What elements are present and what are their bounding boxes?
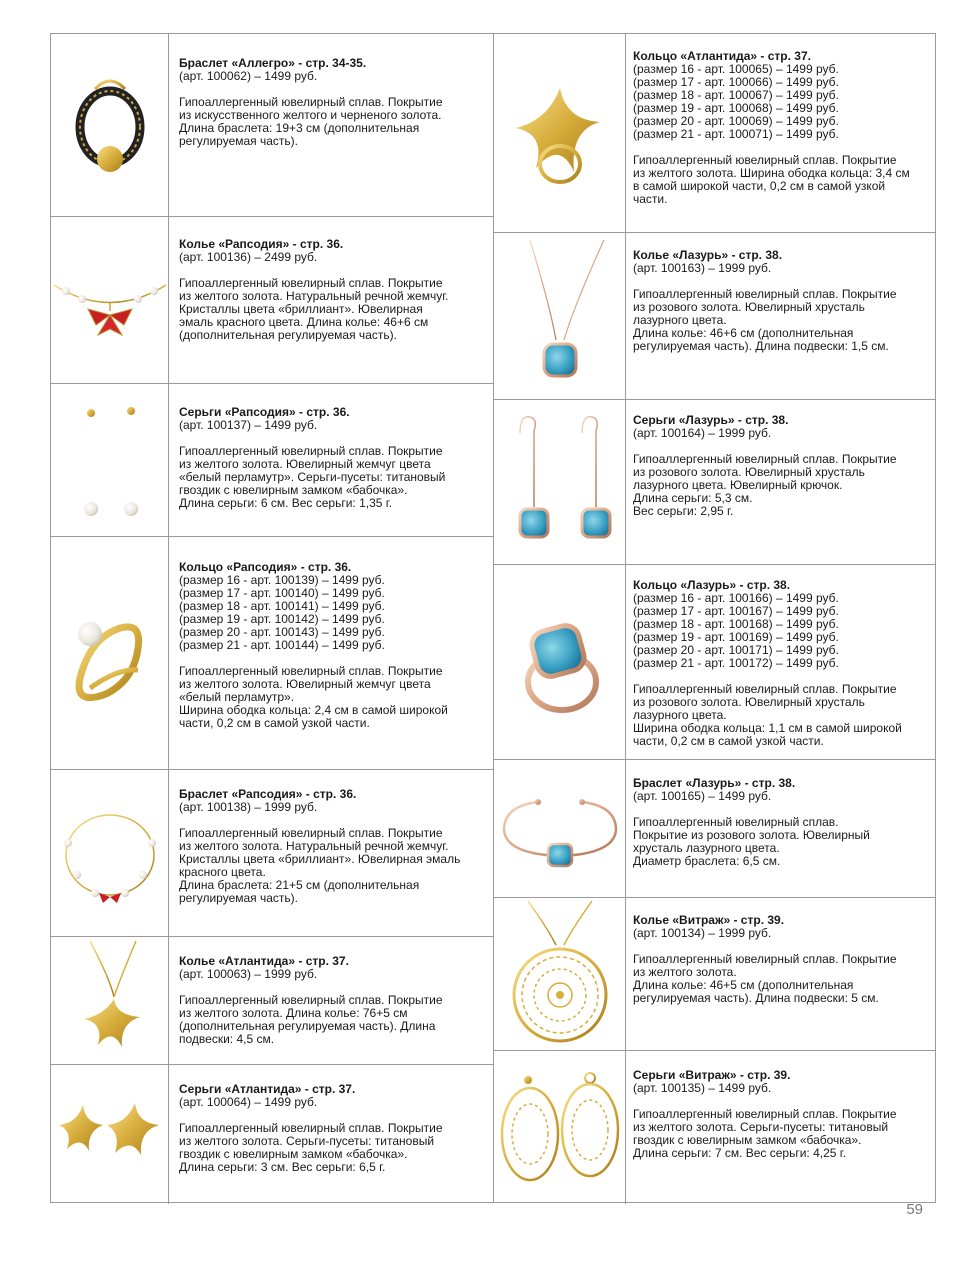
product-cell: [494, 897, 935, 1050]
product-article: (арт. 100137) – 1499 руб.: [179, 418, 318, 432]
product-article: (размер 16 - арт. 100166) – 1499 руб.: [633, 591, 839, 605]
bracelet-rhapsody-image: [51, 770, 169, 936]
product-article: (арт. 100165) – 1499 руб.: [633, 789, 772, 803]
ring-rhapsody-image: [51, 537, 169, 769]
product-article: (размер 19 - арт. 100142) – 1499 руб.: [179, 612, 385, 626]
product-article: (размер 17 - арт. 100066) – 1499 руб.: [633, 75, 839, 89]
page-number: 59: [906, 1201, 923, 1218]
catalog-grid: [50, 33, 936, 1203]
product-description: Гипоаллергенный ювелирный сплав. Покрытие из желтого золота. Длина колье: 46+5 см (дополнительная регулируемая часть). Длина подвески: 5 см.: [633, 952, 897, 1005]
product-cell: [494, 1050, 935, 1204]
product-description: Гипоаллергенный ювелирный сплав. Покрытие из желтого золота. Натуральный речной жемчуг. Кристаллы цвета «бриллиант». Ювелирная эмаль красного цвета. Длина браслета: 21+5 см (дополнительная регулируемая часть).: [179, 826, 461, 905]
product-cell: [51, 383, 493, 536]
product-cell: [494, 232, 935, 399]
product-title: Браслет «Аллегро» - стр. 34-35.: [179, 56, 367, 70]
product-article: (размер 18 - арт. 100141) – 1499 руб.: [179, 599, 385, 613]
bracelet-allegro-image: [51, 34, 169, 216]
product-title: Серьги «Витраж» - стр. 39.: [633, 1068, 791, 1082]
product-article: (размер 19 - арт. 100169) – 1499 руб.: [633, 630, 839, 644]
product-article: (размер 18 - арт. 100067) – 1499 руб.: [633, 88, 839, 102]
product-description: Гипоаллергенный ювелирный сплав. Покрытие из желтого золота. Натуральный речной жемчуг. Кристаллы цвета «бриллиант». Ювелирная эмаль красного цвета. Длина колье: 46+6 см (дополнительная регулируемая часть).: [179, 276, 449, 342]
product-article: (арт. 100062) – 1499 руб.: [179, 69, 318, 83]
product-article: (размер 16 - арт. 100139) – 1499 руб.: [179, 573, 385, 587]
product-description: Гипоаллергенный ювелирный сплав. Покрытие из розового золота. Ювелирный хрусталь лазурного цвета. Длина колье: 46+6 см (дополнительная регулируемая часть). Длина подвески: 1,5 см.: [633, 287, 897, 353]
product-article: (арт. 100064) – 1499 руб.: [179, 1095, 318, 1109]
product-article: (размер 17 - арт. 100167) – 1499 руб.: [633, 604, 839, 618]
product-article: (размер 19 - арт. 100068) – 1499 руб.: [633, 101, 839, 115]
product-description: Гипоаллергенный ювелирный сплав. Покрытие из розового золота. Ювелирный хрусталь лазурного цвета. Ювелирный крючок. Длина серьги: 5,3 см. Вес серьги: 2,95 г.: [633, 452, 897, 518]
product-title: Серьги «Атлантида» - стр. 37.: [179, 1082, 356, 1096]
product-description: Гипоаллергенный ювелирный сплав. Покрытие из розового золота. Ювелирный хрусталь лазурного цвета. Ширина ободка кольца: 1,1 см в самой широкой части, 0,2 см в самой узкой части.: [633, 682, 902, 748]
earrings-vitrazh-image: [494, 1051, 626, 1204]
product-description: Гипоаллергенный ювелирный сплав. Покрытие из желтого золота. Ювелирный жемчуг цвета «белый перламутр». Серьги-пусеты: титановый гвоздик с ювелирным замком «бабочка». Длина серьги: 6 см. Вес серьги: 1,35 г.: [179, 444, 446, 510]
necklace-atlantis-image: [51, 937, 169, 1064]
product-description: Гипоаллергенный ювелирный сплав. Покрытие из желтого золота. Серьги-пусеты: титановый гвоздик с ювелирным замком «бабочка». Длина серьги: 7 см. Вес серьги: 4,25 г.: [633, 1107, 897, 1160]
earrings-lazur-image: [494, 400, 626, 564]
product-description: Гипоаллергенный ювелирный сплав. Покрытие из искусственного желтого и черненого золота. Длина браслета: 19+3 см (дополнительная регулируемая часть).: [179, 95, 443, 148]
product-article: (арт. 100135) – 1499 руб.: [633, 1081, 772, 1095]
product-title: Браслет «Рапсодия» - стр. 36.: [179, 787, 357, 801]
product-cell: [51, 1064, 493, 1204]
product-title: Кольцо «Лазурь» - стр. 38.: [633, 578, 791, 592]
product-cell: [494, 399, 935, 564]
product-cell: [494, 759, 935, 897]
necklace-rhapsody-image: [51, 217, 169, 383]
necklace-vitrazh-image: [494, 898, 626, 1050]
product-cell: [51, 536, 493, 769]
product-title: Серьги «Лазурь» - стр. 38.: [633, 413, 789, 427]
product-article: (арт. 100134) – 1999 руб.: [633, 926, 772, 940]
product-title: Кольцо «Рапсодия» - стр. 36.: [179, 560, 352, 574]
earrings-rhapsody-image: [51, 384, 169, 536]
product-article: (арт. 100138) – 1999 руб.: [179, 800, 318, 814]
product-article: (размер 18 - арт. 100168) – 1499 руб.: [633, 617, 839, 631]
product-cell: [51, 769, 493, 936]
product-description: Гипоаллергенный ювелирный сплав. Покрытие из желтого золота. Длина колье: 76+5 см (дополнительная регулируемая часть). Длина подвески: 4,5 см.: [179, 993, 443, 1046]
ring-lazur-image: [494, 565, 626, 759]
product-article: (размер 20 - арт. 100069) – 1499 руб.: [633, 114, 839, 128]
product-cell: [494, 34, 935, 232]
product-title: Колье «Лазурь» - стр. 38.: [633, 248, 783, 262]
product-article: (размер 20 - арт. 100171) – 1499 руб.: [633, 643, 839, 657]
product-cell: [51, 34, 493, 216]
ring-atlantis-image: [494, 34, 626, 232]
product-description: Гипоаллергенный ювелирный сплав. Покрытие из розового золота. Ювелирный хрусталь лазурного цвета. Диаметр браслета: 6,5 см.: [633, 815, 870, 868]
product-cell: [51, 216, 493, 383]
product-description: Гипоаллергенный ювелирный сплав. Покрытие из желтого золота. Серьги-пусеты: титановый гвоздик с ювелирным замком «бабочка». Длина серьги: 3 см. Вес серьги: 6,5 г.: [179, 1121, 443, 1174]
earrings-atlantis-image: [51, 1065, 169, 1204]
right-column: [493, 33, 936, 1203]
product-title: Колье «Рапсодия» - стр. 36.: [179, 237, 344, 251]
necklace-lazur-image: [494, 233, 626, 399]
product-article: (размер 21 - арт. 100172) – 1499 руб.: [633, 656, 839, 670]
product-article: (арт. 100163) – 1999 руб.: [633, 261, 772, 275]
left-column: [50, 33, 494, 1203]
product-article: (арт. 100063) – 1999 руб.: [179, 967, 318, 981]
bracelet-lazur-image: [494, 760, 626, 897]
product-article: (арт. 100136) – 2499 руб.: [179, 250, 318, 264]
product-description: Гипоаллергенный ювелирный сплав. Покрытие из желтого золота. Ювелирный жемчуг цвета «белый перламутр». Ширина ободка кольца: 2,4 см в самой широкой части, 0,2 см в самой узкой части.: [179, 664, 448, 730]
product-article: (размер 21 - арт. 100071) – 1499 руб.: [633, 127, 839, 141]
product-title: Кольцо «Атлантида» - стр. 37.: [633, 49, 811, 63]
product-title: Серьги «Рапсодия» - стр. 36.: [179, 405, 350, 419]
product-description: Гипоаллергенный ювелирный сплав. Покрытие из желтого золота. Ширина ободка кольца: 3,4 см в самой широкой части, 0,2 см в самой узкой части.: [633, 153, 910, 206]
product-article: (размер 17 - арт. 100140) – 1499 руб.: [179, 586, 385, 600]
product-article: (размер 21 - арт. 100144) – 1499 руб.: [179, 638, 385, 652]
product-cell: [51, 936, 493, 1064]
product-article: (размер 16 - арт. 100065) – 1499 руб.: [633, 62, 839, 76]
product-article: (арт. 100164) – 1999 руб.: [633, 426, 772, 440]
product-title: Колье «Атлантида» - стр. 37.: [179, 954, 349, 968]
product-title: Браслет «Лазурь» - стр. 38.: [633, 776, 796, 790]
product-title: Колье «Витраж» - стр. 39.: [633, 913, 785, 927]
product-article: (размер 20 - арт. 100143) – 1499 руб.: [179, 625, 385, 639]
product-cell: [494, 564, 935, 759]
